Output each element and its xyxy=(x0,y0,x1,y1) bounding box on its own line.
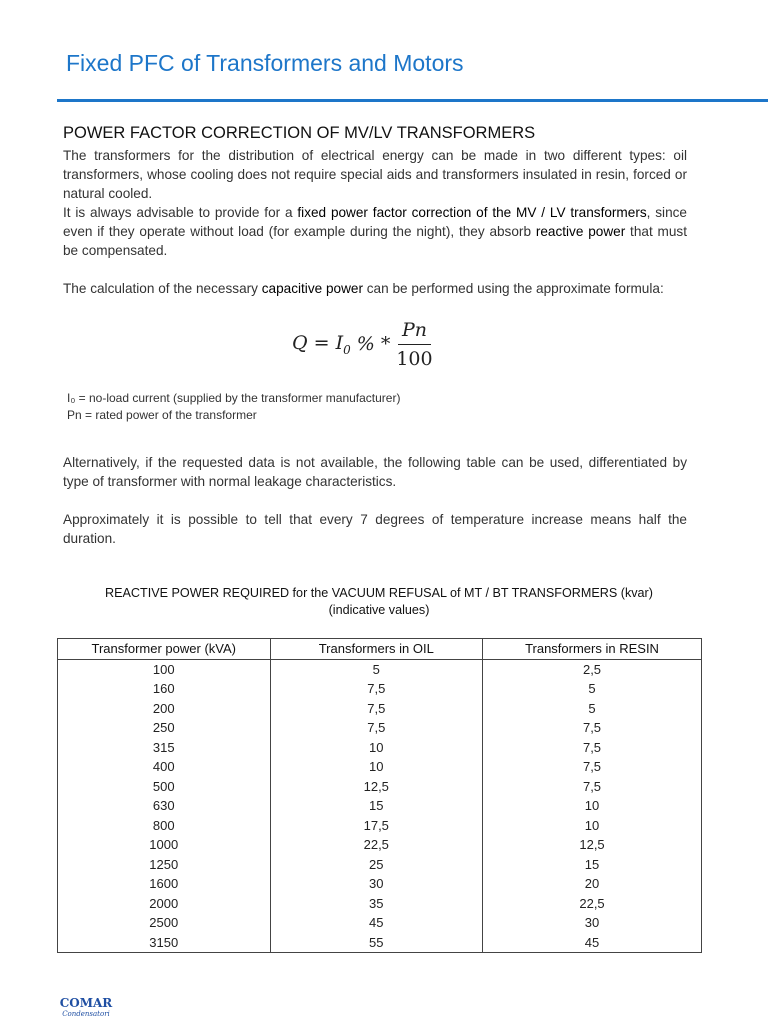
table-cell: 15 xyxy=(483,855,702,875)
note-no-load-current: I₀ = no-load current (supplied by the transformer manufacturer) xyxy=(67,391,401,405)
table-cell: 2000 xyxy=(58,894,271,914)
table-cell: 3150 xyxy=(58,933,271,953)
table-header-row xyxy=(58,639,702,660)
table-cell: 30 xyxy=(270,874,483,894)
column-header: Transformers in OIL xyxy=(270,639,483,660)
logo-text: COMAR xyxy=(59,996,113,1010)
table-cell: 12,5 xyxy=(270,777,483,797)
table-cell: 500 xyxy=(58,777,271,797)
table-row xyxy=(58,718,702,738)
paragraph-transformer-types: The transformers for the distribution of electrical energy can be made in two different types: oil transformers, whose cooling does not require special aids and transformers insulated in resin, forced or natural cooled. xyxy=(63,148,687,201)
paragraph-capacitive-power: The calculation of the necessary capacitive power can be performed using the approximate formula: xyxy=(63,281,664,296)
comar-logo xyxy=(53,996,119,1018)
table-row xyxy=(58,816,702,836)
table-cell: 1000 xyxy=(58,835,271,855)
table-cell: 10 xyxy=(270,757,483,777)
table-cell: 1600 xyxy=(58,874,271,894)
table-cell: 45 xyxy=(270,913,483,933)
paragraph-temperature: Approximately it is possible to tell that every 7 degrees of temperature increase means half the duration. xyxy=(63,512,687,546)
title-divider xyxy=(57,99,768,102)
formula-numerator: Pn xyxy=(398,319,431,345)
table-row xyxy=(58,933,702,953)
table-cell: 45 xyxy=(483,933,702,953)
table-row xyxy=(58,757,702,777)
table-cell: 10 xyxy=(483,816,702,836)
table-cell: 100 xyxy=(58,659,271,679)
table-row xyxy=(58,874,702,894)
table-cell: 7,5 xyxy=(270,718,483,738)
table-cell: 25 xyxy=(270,855,483,875)
table-cell: 2,5 xyxy=(483,659,702,679)
table-cell: 20 xyxy=(483,874,702,894)
highlight-reactive-power: reactive power xyxy=(535,224,626,239)
table-caption: REACTIVE POWER REQUIRED for the VACUUM REFUSAL of MT / BT TRANSFORMERS (kvar) (indicative values) xyxy=(105,586,653,617)
table-cell: 30 xyxy=(483,913,702,933)
table-cell: 1250 xyxy=(58,855,271,875)
column-header: Transformer power (kVA) xyxy=(58,639,271,660)
section-heading: POWER FACTOR CORRECTION OF MV/LV TRANSFORMERS xyxy=(63,124,536,142)
table-cell: 22,5 xyxy=(270,835,483,855)
page-title: Fixed PFC of Transformers and Motors xyxy=(66,50,464,76)
table-cell: 315 xyxy=(58,738,271,758)
table-row xyxy=(58,777,702,797)
table-row xyxy=(58,699,702,719)
table-cell: 17,5 xyxy=(270,816,483,836)
table-cell: 250 xyxy=(58,718,271,738)
table-row xyxy=(58,855,702,875)
table-row xyxy=(58,796,702,816)
capacitive-power-formula xyxy=(292,314,433,374)
table-cell: 200 xyxy=(58,699,271,719)
table-row xyxy=(58,659,702,679)
note-rated-power: Pn = rated power of the transformer xyxy=(67,408,257,422)
reactive-power-table xyxy=(57,638,702,953)
paragraph-fixed-pfc: It is always advisable to provide for a fixed power factor correction of the MV / LV transformers, since even if they operate without load (for example during the night), they absorb reactive power that must be compensated. xyxy=(63,205,687,258)
table-cell: 5 xyxy=(483,699,702,719)
table-row xyxy=(58,679,702,699)
table-cell: 55 xyxy=(270,933,483,953)
highlight-fixed-pfc: fixed power factor correction of the MV / LV transformers xyxy=(297,205,647,220)
logo-subtext: Condensatori xyxy=(62,1010,110,1018)
table-cell: 7,5 xyxy=(483,777,702,797)
table-row xyxy=(58,738,702,758)
table-cell: 160 xyxy=(58,679,271,699)
table-cell: 5 xyxy=(483,679,702,699)
table-cell: 7,5 xyxy=(483,738,702,758)
table-cell: 10 xyxy=(270,738,483,758)
table-row xyxy=(58,894,702,914)
column-header: Transformers in RESIN xyxy=(483,639,702,660)
table-cell: 630 xyxy=(58,796,271,816)
table-cell: 15 xyxy=(270,796,483,816)
paragraph-alternative-table: Alternatively, if the requested data is not available, the following table can be used, differentiated by type of transformer with normal leakage characteristics. xyxy=(63,455,687,489)
table-cell: 7,5 xyxy=(483,757,702,777)
table-cell: 400 xyxy=(58,757,271,777)
table-cell: 800 xyxy=(58,816,271,836)
table-cell: 35 xyxy=(270,894,483,914)
highlight-capacitive-power: capacitive power xyxy=(261,281,363,296)
table-cell: 5 xyxy=(270,659,483,679)
table-cell: 2500 xyxy=(58,913,271,933)
table-cell: 7,5 xyxy=(270,679,483,699)
table-row xyxy=(58,835,702,855)
formula-lhs: $Q = I_0$ xyxy=(292,331,351,357)
table-cell: 7,5 xyxy=(270,699,483,719)
table-row xyxy=(58,913,702,933)
table-cell: 7,5 xyxy=(483,718,702,738)
table-cell: 10 xyxy=(483,796,702,816)
formula-mid: % * xyxy=(356,333,391,355)
table-cell: 22,5 xyxy=(483,894,702,914)
formula-fraction xyxy=(396,319,432,370)
table-cell: 12,5 xyxy=(483,835,702,855)
formula-denominator: 100 xyxy=(396,347,433,370)
